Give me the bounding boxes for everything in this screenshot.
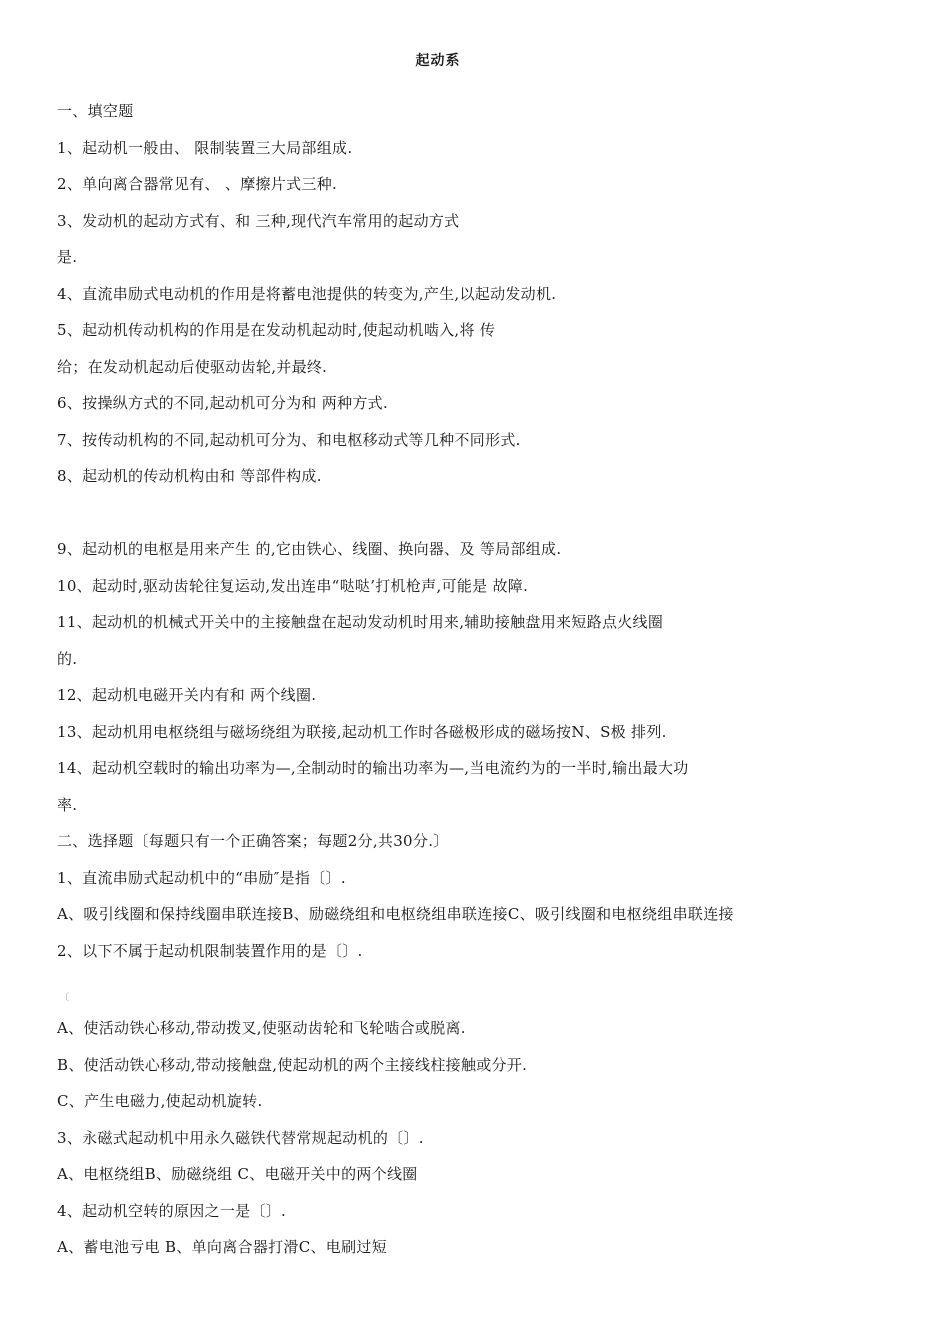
question-line: 3、发动机的起动方式有、和 三种,现代汽车常用的起动方式 [57, 212, 460, 230]
question-line: 11、起动机的机械式开关中的主接触盘在起动发动机时用来,辅助接触盘用来短路点火线圈 [57, 613, 664, 631]
question-line: 14、起动机空载时的输出功率为—,全制动时的输出功率为—,当电流约为的一半时,输出最大功 [57, 759, 689, 777]
question-line: 给；在发动机起动后使驱动齿轮,并最终. [57, 358, 328, 376]
answer-option: C、产生电磁力,使起动机旋转. [57, 1092, 263, 1110]
question-line: 12、起动机电磁开关内有和 两个线圈. [57, 686, 317, 704]
answer-options: A、蓄电池亏电 B、单向离合器打滑C、电刷过短 [57, 1238, 388, 1256]
question-line: 是. [57, 248, 78, 266]
stray-mark: 〔 [60, 993, 70, 1003]
question-line: 4、直流串励式电动机的作用是将蓄电池提供的转变为,产生,以起动发动机. [57, 285, 557, 303]
question-line: 8、起动机的传动机构由和 等部件构成. [57, 467, 322, 485]
question-line: 2、以下不属于起动机限制装置作用的是〔〕. [57, 942, 363, 960]
question-line: 6、按操纵方式的不同,起动机可分为和 两种方式. [57, 394, 389, 412]
question-line: 7、按传动机构的不同,起动机可分为、和电枢移动式等几种不同形式. [57, 431, 521, 449]
question-line: 1、起动机一般由、 限制装置三大局部组成. [57, 139, 353, 157]
question-line: 2、单向离合器常见有、 、摩擦片式三种. [57, 175, 338, 193]
question-line: 3、永磁式起动机中用永久磁铁代替常规起动机的〔〕. [57, 1129, 424, 1147]
answer-option: A、使活动铁心移动,带动拨叉,使驱动齿轮和飞轮啮合或脱离. [57, 1019, 466, 1037]
question-line: 13、起动机用电枢绕组与磁场绕组为联接,起动机工作时各磁极形成的磁场按N、S极 排列. [57, 723, 667, 741]
question-line: 5、起动机传动机构的作用是在发动机起动时,使起动机啮入,将 传 [57, 321, 496, 339]
question-line: 率. [57, 796, 78, 814]
question-line: 的. [57, 650, 78, 668]
section-heading-multiple-choice: 二、选择题〔每题只有一个正确答案；每题2分,共30分.〕 [57, 832, 449, 850]
answer-options: A、吸引线圈和保持线圈串联连接B、励磁绕组和电枢绕组串联连接C、吸引线圈和电枢绕组串联连接 [57, 905, 734, 923]
question-line: 4、起动机空转的原因之一是〔〕. [57, 1202, 287, 1220]
section-heading-fill-blank: 一、填空题 [57, 102, 134, 120]
question-line: 9、起动机的电枢是用来产生 的,它由铁心、线圈、换向器、及 等局部组成. [57, 540, 562, 558]
question-line: 1、直流串励式起动机中的“串励″是指〔〕. [57, 869, 346, 887]
answer-option: B、使活动铁心移动,带动接触盘,使起动机的两个主接线柱接触或分开. [57, 1056, 528, 1074]
page-title: 起动系 [415, 53, 461, 69]
question-line: 10、起动时,驱动齿轮往复运动,发出连串“哒哒’打机枪声,可能是 故障. [57, 577, 529, 595]
answer-options: A、电枢绕组B、励磁绕组 C、电磁开关中的两个线圈 [57, 1165, 418, 1183]
